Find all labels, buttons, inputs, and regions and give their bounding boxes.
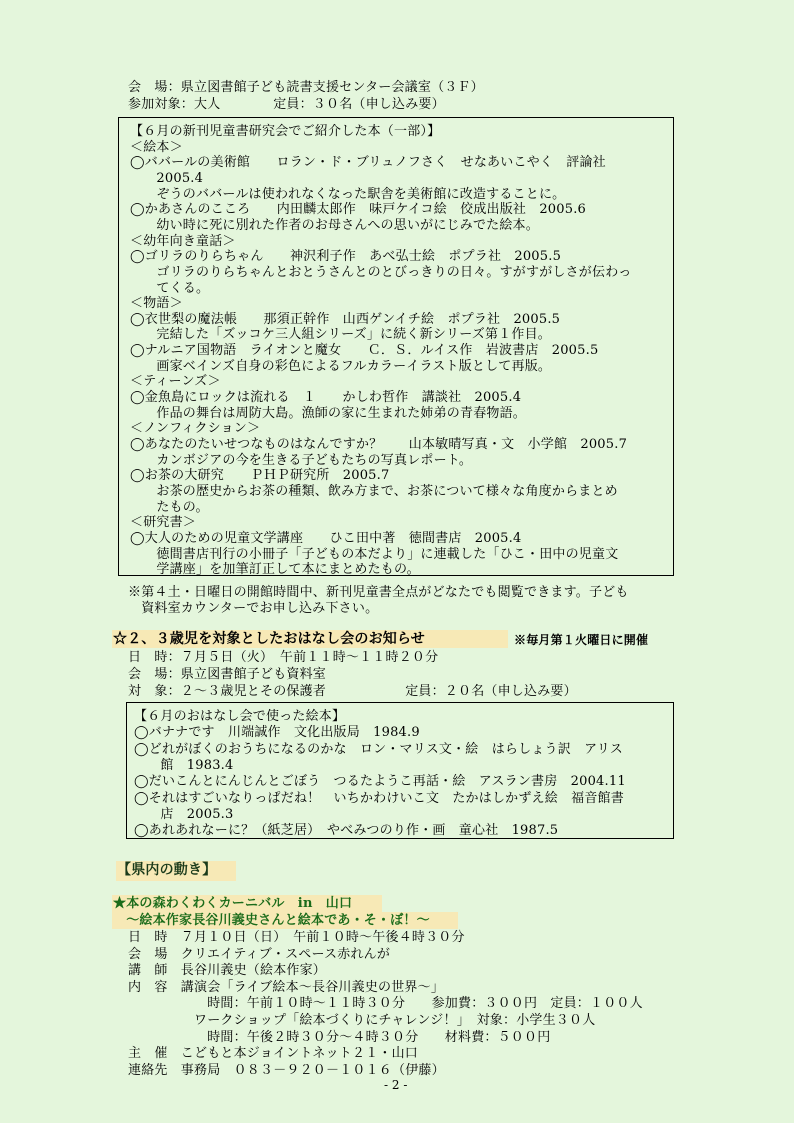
new-books-line: ＜幼年向き童話＞ (130, 233, 236, 249)
new-books-line: 画家ベインズ自身の彩色によるフルカラーイラスト版として再版。 (130, 358, 552, 374)
storytime-books-line: ◯それはすごいなりっぱだね！ いちかわけいこ文 たかはしかずえ絵 福音館書 (134, 790, 624, 806)
note-line-1: ※第４土・日曜日の開館時間中、新刊児童書全点がどなたでも閲覧できます。子ども (128, 585, 629, 600)
new-books-line: ◯かあさんのこころ 内田麟太郎作 味戸ケイコ絵 佼成出版社 2005.6 (130, 202, 587, 218)
participants-line: 参加対象：大人 定員：３０名（申し込み要） (128, 97, 445, 112)
section2-venue: 会 場：県立図書館子ども資料室 (128, 667, 327, 682)
storytime-books-line: 館 1983.4 (134, 757, 234, 773)
storytime-books-line: ◯バナナです 川端誠作 文化出版局 1984.9 (134, 725, 420, 741)
new-books-line: ＜研究書＞ (130, 515, 197, 531)
note-line-2: 資料室カウンターでお申し込み下さい。 (128, 601, 379, 616)
new-books-line: ◯お茶の大研究 ＰＨＰ研究所 2005.7 (130, 468, 390, 484)
new-books-line: ◯ゴリラのりらちゃん 神沢利子作 あべ弘士絵 ポプラ社 2005.5 (130, 249, 562, 265)
event-detail-line: ワークショップ「絵本づくりにチャレンジ！」 対象：小学生３０人 (128, 1013, 596, 1028)
new-books-line: ＜絵本＞ (130, 139, 183, 155)
new-books-line: ぞうのババールは使われなくなった駅舎を美術館に改造することに。 (130, 186, 566, 202)
new-books-line: 【６月の新刊児童書研究会でご紹介した本（一部）】 (130, 124, 441, 139)
section2-target: 対 象：２～３歳児とその保護者 定員：２０名（申し込み要） (128, 684, 577, 699)
section2-heading: ☆２、３歳児を対象としたおはなし会のお知らせ (113, 631, 425, 647)
event-detail-line: 日 時 ７月１０日（日） 午前１０時～午後４時３０分 (128, 930, 465, 945)
page-number: - 2 - (384, 1078, 408, 1092)
event-detail-line: 会 場 クリエイティブ・スペース赤れんが (128, 946, 391, 962)
storytime-books-line: 【６月のおはなし会で使った絵本】 (134, 709, 346, 724)
new-books-line: お茶の歴史からお茶の種類、飲み方まで、お茶について様々な角度からまとめ (130, 483, 618, 499)
new-books-line: ◯衣世梨の魔法帳 那須正幹作 山西ゲンイチ絵 ポプラ社 2005.5 (130, 311, 561, 327)
event-detail-line: 主 催 こどもと本ジョイントネット２１・山口 (128, 1046, 419, 1062)
storytime-books-line: 店 2005.3 (134, 806, 234, 822)
event-detail-line: 時間：午前１０時～１１時３０分 参加費：３００円 定員：１００人 (128, 996, 643, 1012)
new-books-line: 作品の舞台は周防大島。漁師の家に生まれた姉弟の青春物語。 (130, 405, 527, 421)
venue-line: 会 場：県立図書館子ども読書支援センター会議室（３Ｆ） (128, 80, 484, 95)
new-books-line: 徳間書店刊行の小冊子「子どもの本だより」に連載した「ひこ・田中の児童文 (130, 546, 619, 562)
new-books-line: ◯ナルニア国物語 ライオンと魔女 Ｃ．Ｓ．ルイス作 岩波書店 2005.5 (130, 343, 599, 359)
new-books-line: ＜ノンフィクション＞ (130, 421, 261, 437)
new-books-line: 学講座」を加筆訂正して本にまとめたもの。 (130, 562, 420, 578)
new-books-line: てくる。 (130, 280, 210, 296)
new-books-line: ゴリラのりらちゃんとおとうさんとのとびっきりの日々。すがすがしさが伝わっ (130, 264, 632, 280)
event-title: ★本の森わくわくカーニバル in 山口 (113, 896, 353, 911)
new-books-line: ＜物語＞ (130, 296, 183, 312)
new-books-line: 完結した「ズッコケ三人組シリーズ」に続く新シリーズ第１作目。 (130, 327, 551, 343)
storytime-books-line: ◯だいこんとにんじんとごぼう つるたようこ再話・絵 アスラン書房 2004.11 (134, 774, 626, 790)
event-detail-line: 内 容 講演会「ライブ絵本～長谷川義史の世界～」 (128, 979, 445, 995)
event-detail-line: 講 師 長谷川義史（絵本作家） (128, 963, 327, 979)
new-books-line: ＜ティーンズ＞ (130, 374, 221, 390)
event-detail-line: 時間：午後２時３０分～４時３０分 材料費：５００円 (128, 1029, 551, 1045)
section2-date: 日 時：７月５日（火） 午前１１時～１１時２０分 (128, 650, 439, 665)
storytime-books-line: ◯あれあれなーに？（紙芝居） やべみつのり作・画 童心社 1987.5 (134, 823, 559, 839)
new-books-line: たもの。 (130, 499, 209, 515)
new-books-line: ◯金魚島にロックは流れる １ かしわ哲作 講談社 2005.4 (130, 390, 522, 406)
new-books-line: ◯ババールの美術館 ロラン・ド・ブリュノフさく せなあいこやく 評論社 (130, 155, 606, 171)
storytime-books-line: ◯どれがぼくのおうちになるのかな ロン・マリス文・絵 はらしょう訳 アリス (134, 741, 623, 757)
new-books-line: 2005.4 (130, 170, 204, 186)
section3-title: 【県内の動き】 (117, 862, 217, 878)
event-detail-line: 連絡先 事務局 ０８３－９２０－１０１６（伊藤） (128, 1062, 445, 1078)
new-books-line: 幼い時に死に別れた作者のお母さんへの思いがにじみでた絵本。 (130, 217, 539, 233)
new-books-line: カンボジアの今を生きる子どもたちの写真レポート。 (130, 452, 473, 468)
new-books-line: ◯大人のための児童文学講座 ひこ田中著 徳間書店 2005.4 (130, 530, 522, 546)
section2-heading-note: ※毎月第１火曜日に開催 (514, 633, 649, 647)
new-books-line: ◯あなたのたいせつなものはなんですか？ 山本敏晴写真・文 小学館 2005.7 (130, 437, 628, 452)
event-subtitle: ～絵本作家長谷川義史さんと絵本であ・そ・ぼ！～ (113, 913, 430, 928)
